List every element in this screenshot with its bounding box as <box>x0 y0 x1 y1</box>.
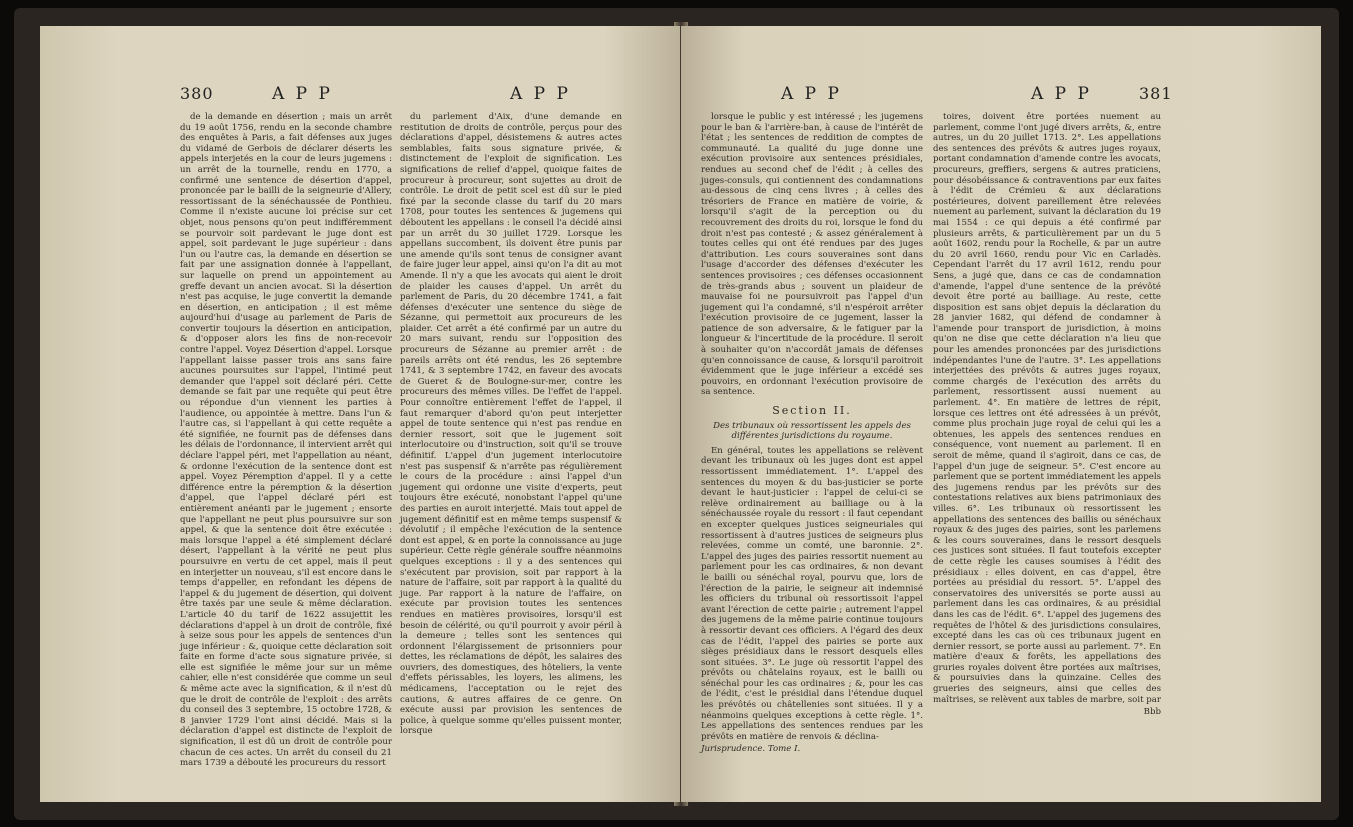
left-col1-text: de la demande en désertion ; mais un arrêt du 19 août 1756, rendu en la seconde chambre des enquêtes à Paris, a fait défenses aux juges du vidamé de Gerbois de déclarer déserts les appels interjetés en la cour de leurs jugemens : un arrêt de la tournelle, rendu en 1770, a confirmé une sentence de désertion d'appel, prononcée par le bailli de la seigneurie d'Allery, ressortissant de la sénéchaussée de Ponthieu. Comme il n'existe aucune loi précise sur cet objet, nous pensons qu'on peut indifféremment se pourvoir soit pardevant le juge dont est appel, soit pardevant le juge supérieur : dans l'un ou l'autre cas, la demande en désertion se fait par une assignation donnée à l'appellant, sur laquelle on prend un appointement au greffe devant un ancien avocat. Si la désertion n'est pas acquise, le juge convertit la demande en désertion, en anticipation ; il est même aujourd'hui d'usage au parlement de Paris de convertir toujours la désertion en anticipation, & d'opposer alors les fins de non-recevoir contre l'appel. Voyez Désertion d'appel. Lorsque l'appellant laisse passer trois ans sans faire aucunes poursuites sur l'appel, l'intimé peut demander que l'appel soit déclaré péri. Cette demande se fait par une requête qui peut être ou répondue d'un viennent les parties à l'audience, ou appointée à mettre. Dans l'un & l'autre cas, si l'appellant à qui cette requête a été signifiée, ne fournit pas de défenses dans les délais de l'ordonnance, il intervient arrêt qui déclare l'appel péri, met l'appellation au néant, & ordonne l'exécution de la sentence dont est appel. Voyez Péremption d'appel. Il y a cette différence entre la péremption & la désertion d'appel, que l'appel déclaré péri est entièrement anéanti par le jugement ; ensorte que l'appellant ne peut plus poursuivre sur son appel, & que la sentence doit être exécutée : mais lorsque l'appel a été simplement déclaré désert, l'appellant à la vérité ne peut plus poursuivre en vertu de cet appel, mais il peut en interjetter un nouveau, s'il est encore dans le temps d'appeller, en refondant les dépens de l'appel & du jugement de désertion, qui doivent être taxés par une seule & même déclaration. L'article 40 du tarif de 1622 assujettit les déclarations d'appel à un droit de contrôle, fixé à seize sous pour les appels de sentences d'un juge inférieur : &, quoique cette déclaration soit faite en forme d'acte sous signature privée, si elle est signifiée le même jour sur un même cahier, elle n'est considérée que comme un seul & même acte avec la signification, & il n'est dû que le droit de contrôle de l'exploit : des arrêts du conseil des 3 septembre, 15 octobre 1728, & 8 janvier 1729 l'ont ainsi décidé. Mais si la déclaration d'appel est distincte de l'exploit de signification, il est dû un droit de contrôle pour chacun de ces actes. Un arrêt du conseil du 21 mars 1739 a débouté les procureurs du ressort <box>180 112 392 769</box>
left-col2-text: du parlement d'Aix, d'une demande en restitution de droits de contrôle, perçus pour des déclarations d'appel, désistemens & autres actes semblables, faits sous signature privée, & distinctement de l'exploit de signification. Les significations de relief d'appel, quoique faites de procureur à procureur, sont sujettes au droit de contrôle. Le droit de petit scel est dû sur le pied fixé par la seconde classe du tarif du 20 mars 1708, pour toutes les sentences & jugemens qui déboutent les appellans : le conseil l'a décidé ainsi par un arrêt du 30 juillet 1729. Lorsque les appellans succombent, ils doivent être punis par une amende qu'ils sont tenus de consigner avant de faire juger leur appel, ainsi qu'on l'a dit au mot Amende. Il n'y a que les avocats qui aient le droit de plaider les causes d'appel. Un arrêt du parlement de Paris, du 20 décembre 1741, a fait défenses d'exécuter une sentence du siège de Sézanne, qui permettoit aux procureurs de les plaider. Cet arrêt a été confirmé par un autre du 20 mars suivant, rendu sur l'opposition des procureurs de Sézanne au premier arrêt : de pareils arrêts ont été rendus, les 26 septembre 1741, & 3 septembre 1742, en faveur des avocats de Gueret & de Boulogne-sur-mer, contre les procureurs des mêmes villes. De l'effet de l'appel. Pour connoître entièrement l'effet de l'appel, il faut remarquer d'abord qu'on peut interjetter appel de toute sentence qui n'est pas rendue en dernier ressort, soit que le jugement soit interlocutoire ou d'instruction, soit qu'il se trouve définitif. L'appel d'un jugement interlocutoire n'est pas suspensif & n'arrête pas régulièrement le cours de la procédure : ainsi l'appel d'un jugement qui ordonne une visite d'experts, peut toujours être exécuté, nonobstant l'appel qu'une des parties en auroit interjetté. Mais tout appel de jugement définitif est en même temps suspensif & dévolutif ; il empêche l'exécution de la sentence dont est appel, & en porte la connoissance au juge supérieur. Cette règle générale souffre néanmoins quelques exceptions : il y a des sentences qui s'exécutent par provision, soit par rapport à la nature de l'affaire, soit par rapport à la qualité du juge. Par rapport à la nature de l'affaire, on exécute par provision toutes les sentences rendues en matières provisoires, lorsqu'il est besoin de célérité, ou qu'il pourroit y avoir péril à la demeure ; telles sont les sentences qui ordonnent l'élargissement de prisonniers pour dettes, les réclamations de dépôt, les salaires des ouvriers, des domestiques, des hôteliers, la vente d'effets périssables, les loyers, les alimens, les médicamens, l'acceptation ou le rejet des cautions, & autres affaires de ce genre. On exécute aussi par provision les sentences de police, à quelque somme qu'elles puissent monter, lorsque <box>400 112 622 737</box>
section-title: Section II. <box>772 404 852 418</box>
right-running-head <box>681 84 1321 106</box>
right-col1-text: lorsque le public y est intéressé ; les jugemens pour le ban & l'arrière-ban, à cause de l'intérêt de l'état ; les sentences de reddition de comptes de communauté. La qualité du juge donne une exécution provisoire aux sentences présidiales, rendues au second chef de l'édit ; à celles des juges-consuls, qui contiennent des condamnations au-dessous de cinq cens livres ; à celles des trésoriers de France en matière de voirie, & lorsqu'il s'agit de la perception ou du recouvrement des droits du roi, lorsque le fond du droit n'est pas contesté ; & assez généralement à toutes celles qui ont été rendues par des juges d'attribution. Les cours souveraines sont dans l'usage d'accorder des défenses d'exécuter les sentences provisoires ; ces défenses occasionnent de très-grands abus ; souvent un plaideur de mauvaise foi ne poursuivroit pas l'appel d'un jugement qui l'a condamné, s'il n'espéroit arrêter l'exécution provisoire de ce jugement, lasser la patience de son adversaire, & le fatiguer par la longueur & l'incertitude de la procédure. Il seroit à souhaiter qu'on n'accordât jamais de défenses qu'en connoissance de cause, & lorsqu'il paroitroit évidemment que le juge inférieur a excédé ses pouvoirs, en ordonnant l'exécution provisoire de sa sentence. <box>701 112 923 398</box>
page-footer: Jurisprudence. Tome I. <box>701 744 801 755</box>
right-page-number: 381 <box>1139 84 1173 103</box>
right-column-2 <box>933 112 1161 718</box>
left-head-word-2: A P P <box>510 84 571 104</box>
section-subtitle: Des tribunaux où ressortissent les appels des différentes jurisdictions du royaume. <box>713 420 911 442</box>
left-page-number: 380 <box>180 84 214 103</box>
left-column-1 <box>180 112 392 770</box>
signature-mark: Bbb <box>1143 707 1161 718</box>
right-col2-text: toires, doivent être portées nuement au parlement, comme l'ont jugé divers arrêts, &, entre autres, un du 20 juillet 1713. 2°. Les appellations des sentences des prévôts & autres juges royaux, portant condamnation d'amende contre les avocats, procureurs, greffiers, sergens & autres praticiens, pour désobéissance & contraventions par eux faites à l'édit de Crémieu & aux déclarations postérieures, doivent pareillement être relevées nuement au parlement, suivant la déclaration du 19 mai 1554 : ce qui depuis a été confirmé par plusieurs arrêts, & particulièrement par un du 5 août 1602, rendu pour la Rochelle, & par un autre du 20 avril 1660, rendu pour Vic en Carladès. Cependant l'arrêt du 17 avril 1612, rendu pour Sens, a jugé que, dans ce cas de condamnation d'amende, l'appel d'une sentence de la prévôté devoit être porté au bailliage. Au reste, cette disposition est sans objet depuis la déclaration du 28 janvier 1682, qui défend de condamner à l'amende pour transport de jurisdiction, à moins qu'on ne dise que cette déclaration n'a lieu que pour les amendes prononcées par des jurisdictions indépendantes l'une de l'autre. 3°. Les appellations interjettées des prévôts & autres juges royaux, comme chargés de l'exécution des arrêts du parlement, ressortissent aussi nuement au parlement. 4°. En matière de lettres de répit, lorsque ces lettres ont été adressées à un prévôt, comme plus prochain juge royal de celui qui les a obtenues, les appels des sentences rendues en conséquence, vont nuement au parlement. Il en seroit de même, quand il s'agiroit, dans ce cas, de l'appel d'un juge de seigneur. 5°. C'est encore au parlement que se portent immédiatement les appels des jugemens rendus par les prévôts sur des contestations relatives aux biens patrimoniaux des villes. 6°. Les tribunaux où ressortissent les appellations des sentences des baillis ou sénéchaux royaux & des juges des pairies, sont les parlemens & les cours souveraines, dans le ressort desquels ces justices sont situées. Il faut toutefois excepter de cette règle les causes soumises à l'édit des présidiaux : elles doivent, en cas d'appel, être portées au présidial du ressort. 5°. L'appel des conservatoires des universités se porte aussi au parlement dans les cas ordinaires, & au présidial dans les cas de l'édit. 6°. L'appel des jugemens des requêtes de l'hôtel & des jurisdictions consulaires, excepté dans les cas où ces tribunaux jugent en dernier ressort, se porte aussi au parlement. 7°. En matière d'eaux & forêts, les appellations des gruries royales doivent être portées aux maîtrises, & poursuivies dans la quinzaine. Celles des grueries des seigneurs, ainsi que celles des maîtrises, se relèvent aux tables de marbre, soit par <box>933 112 1162 705</box>
right-column-1 <box>701 112 923 755</box>
left-page <box>40 26 680 802</box>
book-spread <box>14 8 1339 820</box>
right-page <box>681 26 1321 802</box>
right-head-word-2: A P P <box>1031 84 1092 104</box>
left-running-head <box>40 84 680 106</box>
right-col1-text-b: En général, toutes les appellations se relèvent devant les tribunaux où les juges dont est appel ressortissent immédiatement. 1°. L'appel des sentences du moyen & du bas-justicier se porte devant le haut-justicier : l'appel de celui-ci se relève ordinairement au bailliage ou à la sénéchaussée royale du ressort : il faut cependant en excepter quelques justices seigneuriales qui ressortissent à d'autres justices de seigneurs plus relevées, comme un comté, une baronnie. 2°. L'appel des juges des pairies ressortit nuement au parlement pour les cas ordinaires, & non devant le bailli ou sénéchal royal, pourvu que, lors de l'érection de la pairie, le seigneur ait indemnisé les officiers du tribunal où ressortissoit l'appel avant l'érection de cette pairie ; autrement l'appel des jugemens de la même pairie continue toujours à ressortir devant ces officiers. A l'égard des deux cas de l'édit, l'appel des pairies se porte aux sièges présidiaux dans le ressort desquels elles sont situées. 3°. Le juge où ressortit l'appel des prévôts ou châtelains royaux, est le bailli ou sénéchal pour les cas ordinaires ; &, pour les cas de l'édit, c'est le présidial dans l'étendue duquel les prévôtés ou châtellenies sont situées. Il y a néanmoins quelques exceptions à cette règle. 1°. Les appellations des sentences rendues par les prévôts en matière de renvois & déclina- <box>701 445 923 742</box>
left-head-word-1: A P P <box>272 84 333 104</box>
right-head-word-1: A P P <box>781 84 842 104</box>
left-column-2 <box>400 112 622 738</box>
